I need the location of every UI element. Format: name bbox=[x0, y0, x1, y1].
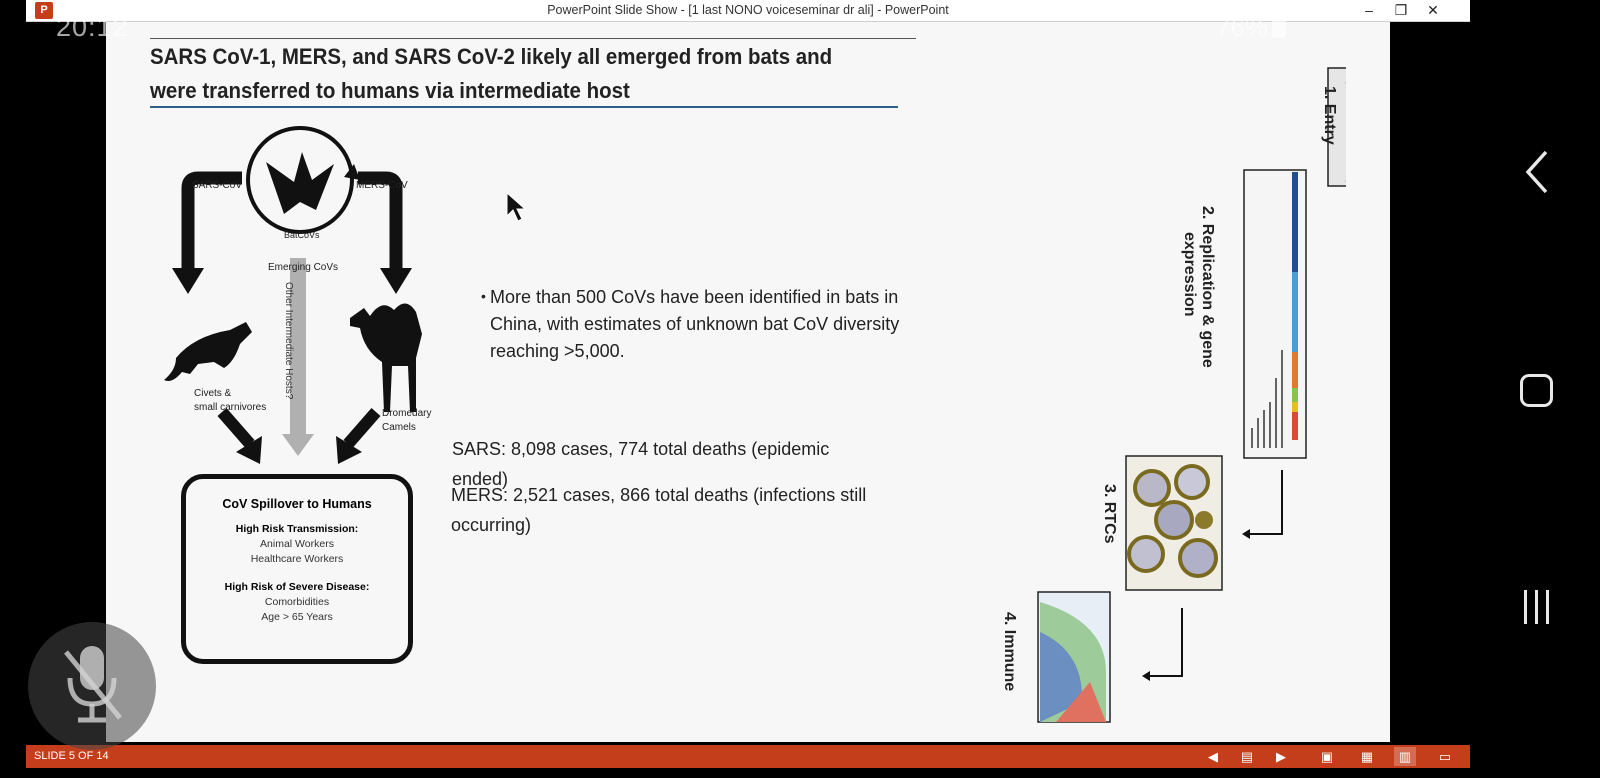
camels-label-2: Camels bbox=[382, 422, 416, 433]
clock-text: 20:12 bbox=[56, 12, 129, 42]
civets-label: Civets & bbox=[194, 388, 232, 399]
title-top-divider bbox=[150, 38, 916, 39]
civets-label-2: small carnivores bbox=[194, 402, 267, 413]
spillover-diagram bbox=[154, 122, 444, 682]
mic-off-icon bbox=[28, 622, 156, 750]
spillover-box bbox=[181, 474, 413, 664]
recent-apps-icon[interactable] bbox=[1522, 590, 1552, 624]
mers-cov-label: MERS-CoV bbox=[356, 180, 408, 191]
slideshow-view-icon[interactable]: ▭ bbox=[1438, 749, 1452, 764]
reading-view-icon[interactable]: ▥ bbox=[1394, 747, 1416, 766]
healthcare-workers-text: Healthcare Workers bbox=[250, 553, 344, 565]
next-slide-icon[interactable]: ▶ bbox=[1276, 749, 1286, 764]
previous-slide-icon[interactable]: ◀ bbox=[1208, 749, 1218, 764]
step-replication-label: 2. Replication & gene bbox=[1199, 206, 1216, 368]
high-risk-disease-heading: High Risk of Severe Disease: bbox=[224, 581, 370, 593]
window-title: PowerPoint Slide Show - [1 last NONO voiceseminar dr ali] - PowerPoint bbox=[547, 3, 949, 17]
sars-cov-label: SARS-CoV bbox=[192, 180, 243, 191]
bullet-point bbox=[481, 284, 910, 365]
back-icon[interactable] bbox=[1522, 148, 1552, 196]
battery-icon bbox=[1272, 16, 1286, 38]
mouse-pointer-icon bbox=[506, 192, 528, 224]
battery-percent-text: 76% bbox=[1216, 12, 1269, 42]
android-navbar bbox=[1470, 0, 1600, 778]
slideshow-statusbar bbox=[26, 745, 1470, 768]
bullet-icon: • bbox=[481, 288, 486, 304]
slide-title bbox=[150, 40, 875, 108]
spillover-box-title: CoV Spillover to Humans bbox=[222, 497, 372, 511]
home-icon[interactable] bbox=[1520, 374, 1553, 407]
high-risk-transmission-heading: High Risk Transmission: bbox=[235, 523, 359, 535]
slide-title-line1: SARS CoV-1, MERS, and SARS CoV-2 likely all emerged from bats and bbox=[150, 44, 833, 69]
other-hosts-label: Other Intermediate Hosts? bbox=[283, 282, 294, 400]
step-rtcs-label: 3. RTCs bbox=[1101, 484, 1118, 544]
title-underline bbox=[150, 106, 898, 108]
slide-menu-icon[interactable]: ▤ bbox=[1240, 749, 1254, 764]
age-text: Age > 65 Years bbox=[261, 611, 333, 623]
step-replication-label-2: expression bbox=[1181, 232, 1198, 317]
replication-cycle-schematic bbox=[906, 62, 1346, 742]
animal-workers-text: Animal Workers bbox=[260, 538, 334, 550]
camels-label: Dromedary bbox=[382, 408, 432, 419]
step-entry-label: 1. Entry bbox=[1321, 86, 1338, 145]
mers-stat-text: MERS: 2,521 cases, 866 total deaths (infections still occurring) bbox=[451, 485, 867, 535]
slide-sorter-icon[interactable]: ▦ bbox=[1360, 749, 1374, 764]
close-button[interactable]: ✕ bbox=[1427, 2, 1439, 18]
step-immune-label: 4. Immune bbox=[1001, 612, 1018, 692]
emerging-covs-label: Emerging CoVs bbox=[268, 262, 339, 273]
restore-button[interactable]: ❐ bbox=[1394, 2, 1408, 18]
powerpoint-app-icon[interactable]: P bbox=[35, 2, 53, 19]
bullet-text: More than 500 CoVs have been identified in bats in China, with estimates of unknown bat CoV diversity reaching >5,000. bbox=[490, 287, 900, 361]
batcovs-label: BatCoVs bbox=[284, 230, 320, 240]
slide-canvas[interactable] bbox=[106, 22, 1390, 742]
status-icons bbox=[1216, 12, 1286, 43]
comorbidities-text: Comorbidities bbox=[264, 596, 330, 608]
mute-mic-button[interactable] bbox=[28, 622, 156, 750]
slide-title-line2: were transferred to humans via intermediate host bbox=[150, 78, 630, 103]
normal-view-icon[interactable]: ▣ bbox=[1320, 749, 1334, 764]
sars-stat-text: SARS: 8,098 cases, 774 total deaths (epidemic ended) bbox=[452, 439, 830, 489]
slide-indicator[interactable]: SLIDE 5 OF 14 bbox=[34, 750, 109, 762]
minimize-button[interactable]: – bbox=[1365, 2, 1373, 18]
